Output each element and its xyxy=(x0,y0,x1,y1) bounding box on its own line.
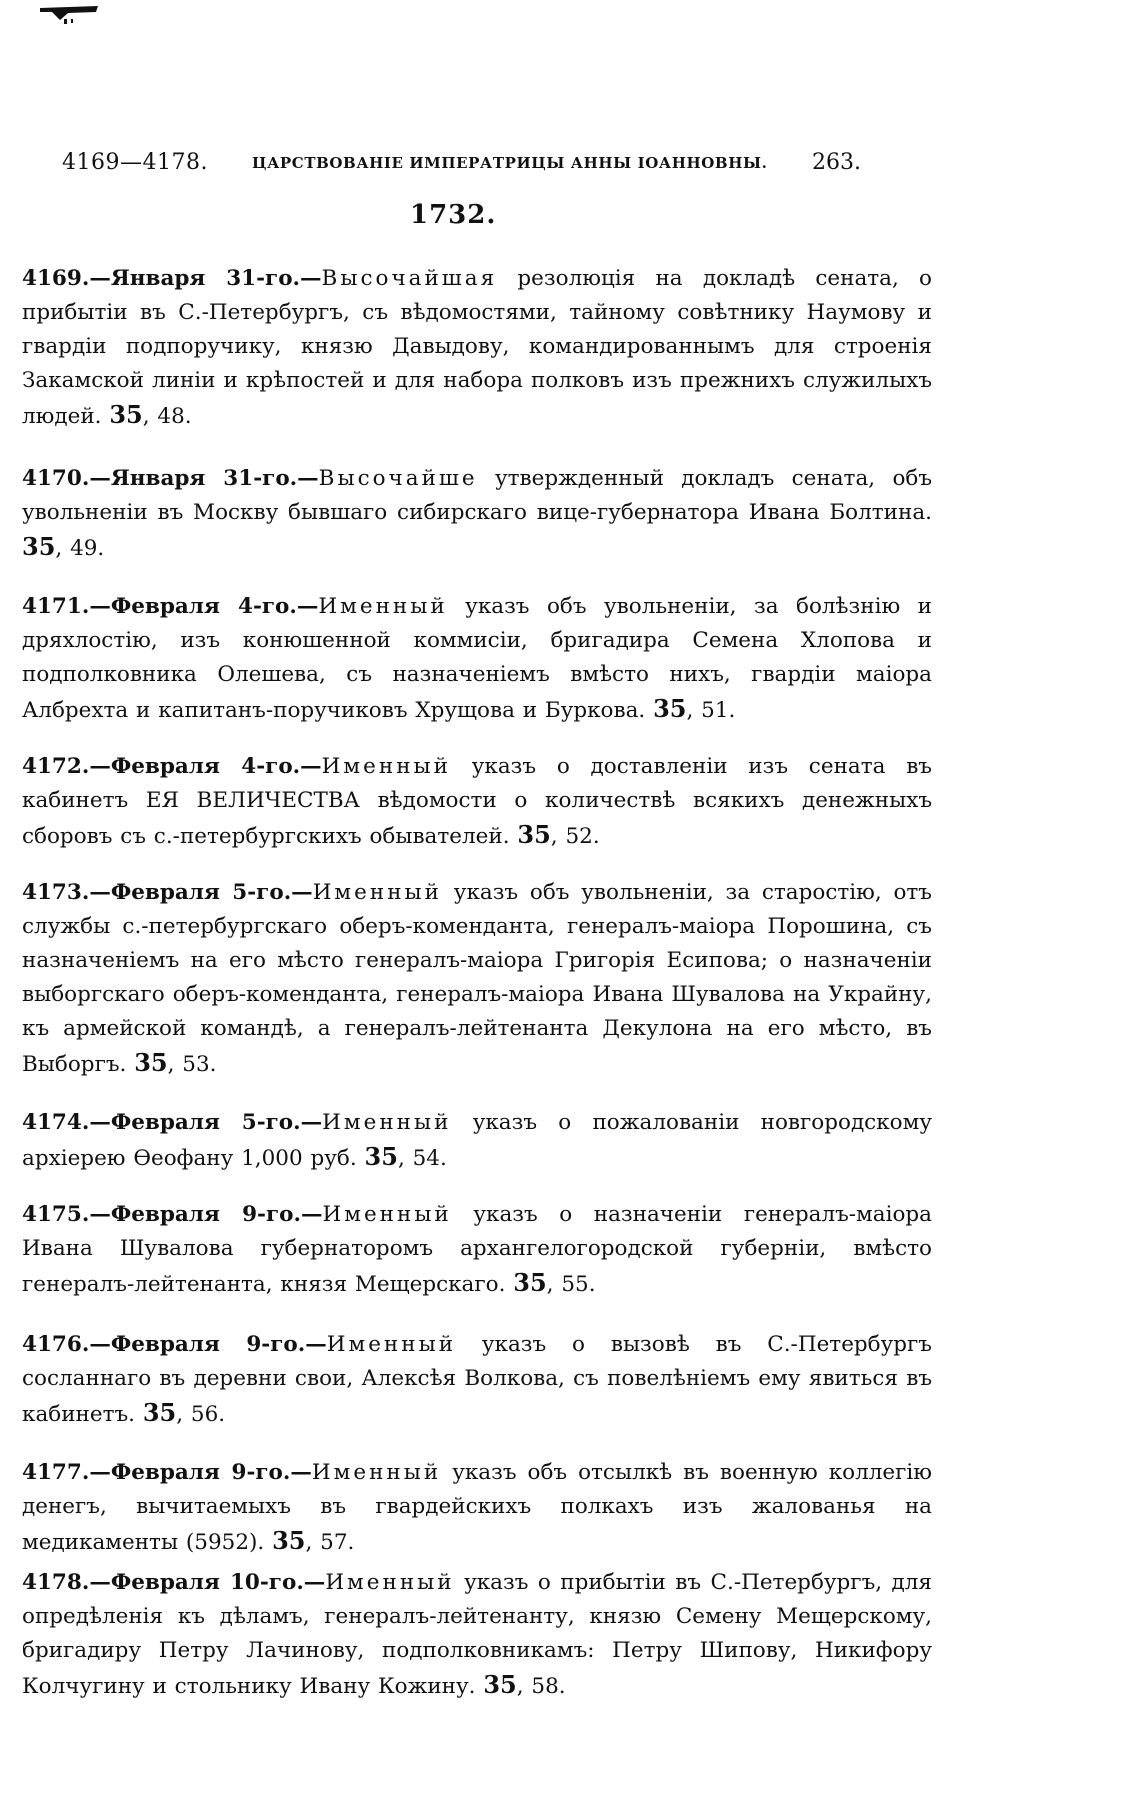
entry-4172 xyxy=(22,750,932,854)
entry-reference: , 55. xyxy=(546,1272,596,1297)
entry-reference: , 54. xyxy=(397,1146,447,1171)
entry-type: Высочайше xyxy=(318,466,478,491)
entry-type: Именный xyxy=(325,1570,455,1595)
entry-reference: , 57. xyxy=(305,1530,355,1555)
entry-date: —Февраля 10-го.— xyxy=(89,1570,326,1595)
entry-4169 xyxy=(22,262,932,434)
entries-list xyxy=(22,262,932,1704)
entry-text: указъ о назначеніи генералъ-маіора Ивана Шувалова губернаторомъ архангелогородской губерніи, вмѣсто генералъ-лейтенанта, князя Мещерскаго. xyxy=(22,1202,932,1297)
entry-reference: , 56. xyxy=(176,1402,226,1427)
entry-number: 4171. xyxy=(22,594,90,619)
ink-blot-mark xyxy=(38,0,100,26)
entry-paragraph xyxy=(22,590,932,728)
entry-paragraph xyxy=(22,262,932,434)
entry-volume: 35 xyxy=(364,1142,398,1171)
entry-reference: , 58. xyxy=(516,1674,566,1699)
entry-paragraph xyxy=(22,462,932,566)
entry-type: Высочайшая xyxy=(321,266,498,291)
entry-4178 xyxy=(22,1566,932,1704)
entry-type: Именный xyxy=(322,1202,452,1227)
entry-paragraph xyxy=(22,750,932,854)
entry-date: —Февраля 4-го.— xyxy=(89,754,322,779)
entry-text: указъ о доставленіи изъ сената въ кабинетъ ЕЯ ВЕЛИЧЕСТВА вѣдомости о количествѣ всякихъ денежныхъ сборовъ съ с.-петербургскихъ обывателей. xyxy=(22,754,932,849)
entry-date: —Февраля 4-го.— xyxy=(89,594,319,619)
entry-4171 xyxy=(22,590,932,728)
entry-date: —Февраля 5-го.— xyxy=(89,1110,323,1135)
entry-paragraph xyxy=(22,1566,932,1704)
year-heading: 1732. xyxy=(410,200,497,230)
entry-type: Именный xyxy=(318,594,448,619)
entry-reference: , 49. xyxy=(55,536,105,561)
entry-text: указъ объ увольненіи, за старостію, отъ службы с.-петербургскаго оберъ-коменданта, генералъ-маіора Порошина, съ назначеніемъ на его мѣсто генералъ-маіора Григорія Есипова; о назначеніи выборгскаго оберъ-коменданта, генералъ-маіора Ивана Шувалова на Украйну, къ армейской командѣ, а генералъ-лейтенанта Декулона на его мѣсто, въ Выборгъ. xyxy=(22,880,932,1077)
entry-volume: 35 xyxy=(483,1670,517,1699)
entry-volume: 35 xyxy=(22,532,56,561)
entry-paragraph xyxy=(22,1456,932,1560)
entry-type: Именный xyxy=(311,1460,442,1485)
entry-number: 4169. xyxy=(22,266,90,291)
entry-number: 4172. xyxy=(22,754,90,779)
entry-text: резолюція на докладѣ сената, о прибытіи въ С.-Петербургъ, съ вѣдомостями, тайному совѣтнику Наумову и гвардіи подпоручику, князю Давыдову, командированнымъ для строенія Закамской линіи и крѣпостей и для набора полковъ изъ прежнихъ служилыхъ людей. xyxy=(22,266,932,429)
entry-text: указъ о пожалованіи новгородскому архіерею Ѳеофану 1,000 руб. xyxy=(22,1110,932,1171)
entry-text: указъ о прибытіи въ С.-Петербургъ, для опредѣленія къ дѣламъ, генералъ-лейтенанту, князю Семену Мещерскому, бригадиру Петру Лачинову, подполковникамъ: Петру Шипову, Никифору Колчугину и стольнику Ивану Кожину. xyxy=(22,1570,932,1699)
entry-number: 4175. xyxy=(22,1202,90,1227)
entry-number: 4174. xyxy=(22,1110,90,1135)
entry-paragraph xyxy=(22,1106,932,1176)
entry-paragraph xyxy=(22,876,932,1082)
header-entry-range: 4169—4178. xyxy=(62,150,208,175)
entry-4175 xyxy=(22,1198,932,1302)
entry-date: —Февраля 9-го.— xyxy=(89,1460,312,1485)
entry-type: Именный xyxy=(326,1332,457,1357)
entry-reference: , 48. xyxy=(142,404,192,429)
entry-4173 xyxy=(22,876,932,1082)
entry-date: —Января 31-го.— xyxy=(89,266,322,291)
entry-number: 4173. xyxy=(22,880,90,905)
entry-4170 xyxy=(22,462,932,566)
entry-reference: , 51. xyxy=(686,698,736,723)
entry-reference: , 53. xyxy=(167,1052,217,1077)
running-header xyxy=(62,150,862,184)
entry-date: —Января 31-го.— xyxy=(89,466,319,491)
entry-number: 4178. xyxy=(22,1570,90,1595)
entry-4174 xyxy=(22,1106,932,1176)
entry-text: указъ о вызовѣ въ С.-Петербургъ сосланнаго въ деревни свои, Алексѣя Волкова, съ повелѣніемъ ему явиться въ кабинетъ. xyxy=(22,1332,932,1427)
entry-date: —Февраля 5-го.— xyxy=(89,880,313,905)
entry-text: указъ объ отсылкѣ въ военную коллегію денегъ, вычитаемыхъ въ гвардейскихъ полкахъ изъ жалованья на медикаменты (5952). xyxy=(22,1460,932,1555)
header-title: ЦАРСТВОВАНІЕ ИМПЕРАТРИЦЫ АННЫ ІОАННОВНЫ. xyxy=(252,154,768,172)
entry-volume: 35 xyxy=(513,1268,547,1297)
entry-4176 xyxy=(22,1328,932,1432)
entry-text: утвержденный докладъ сената, объ увольненіи въ Москву бывшаго сибирскаго вице-губернатора Ивана Болтина. xyxy=(22,466,933,525)
entry-number: 4176. xyxy=(22,1332,90,1357)
entry-paragraph xyxy=(22,1328,932,1432)
entry-date: —Февраля 9-го.— xyxy=(89,1332,327,1357)
entry-volume: 35 xyxy=(109,400,143,429)
entry-type: Именный xyxy=(322,1110,452,1135)
entry-type: Именный xyxy=(321,754,451,779)
entry-volume: 35 xyxy=(653,694,687,723)
entry-number: 4177. xyxy=(22,1460,90,1485)
page-number: 263. xyxy=(812,150,861,175)
entry-number: 4170. xyxy=(22,466,90,491)
entry-volume: 35 xyxy=(272,1526,306,1555)
entry-date: —Февраля 9-го.— xyxy=(89,1202,323,1227)
entry-text: указъ объ увольненіи, за болѣзнію и дряхлостію, изъ конюшенной коммисіи, бригадира Семена Хлопова и подполковника Олешева, съ назначеніемъ вмѣсто нихъ, гвардіи маіора Албрехта и капитанъ-поручиковъ Хрущова и Буркова. xyxy=(22,594,932,723)
entry-volume: 35 xyxy=(142,1398,177,1427)
entry-volume: 35 xyxy=(517,820,551,849)
entry-type: Именный xyxy=(312,880,442,905)
entry-paragraph xyxy=(22,1198,932,1302)
entry-volume: 35 xyxy=(134,1048,168,1077)
entry-4177 xyxy=(22,1456,932,1560)
entry-reference: , 52. xyxy=(550,824,600,849)
